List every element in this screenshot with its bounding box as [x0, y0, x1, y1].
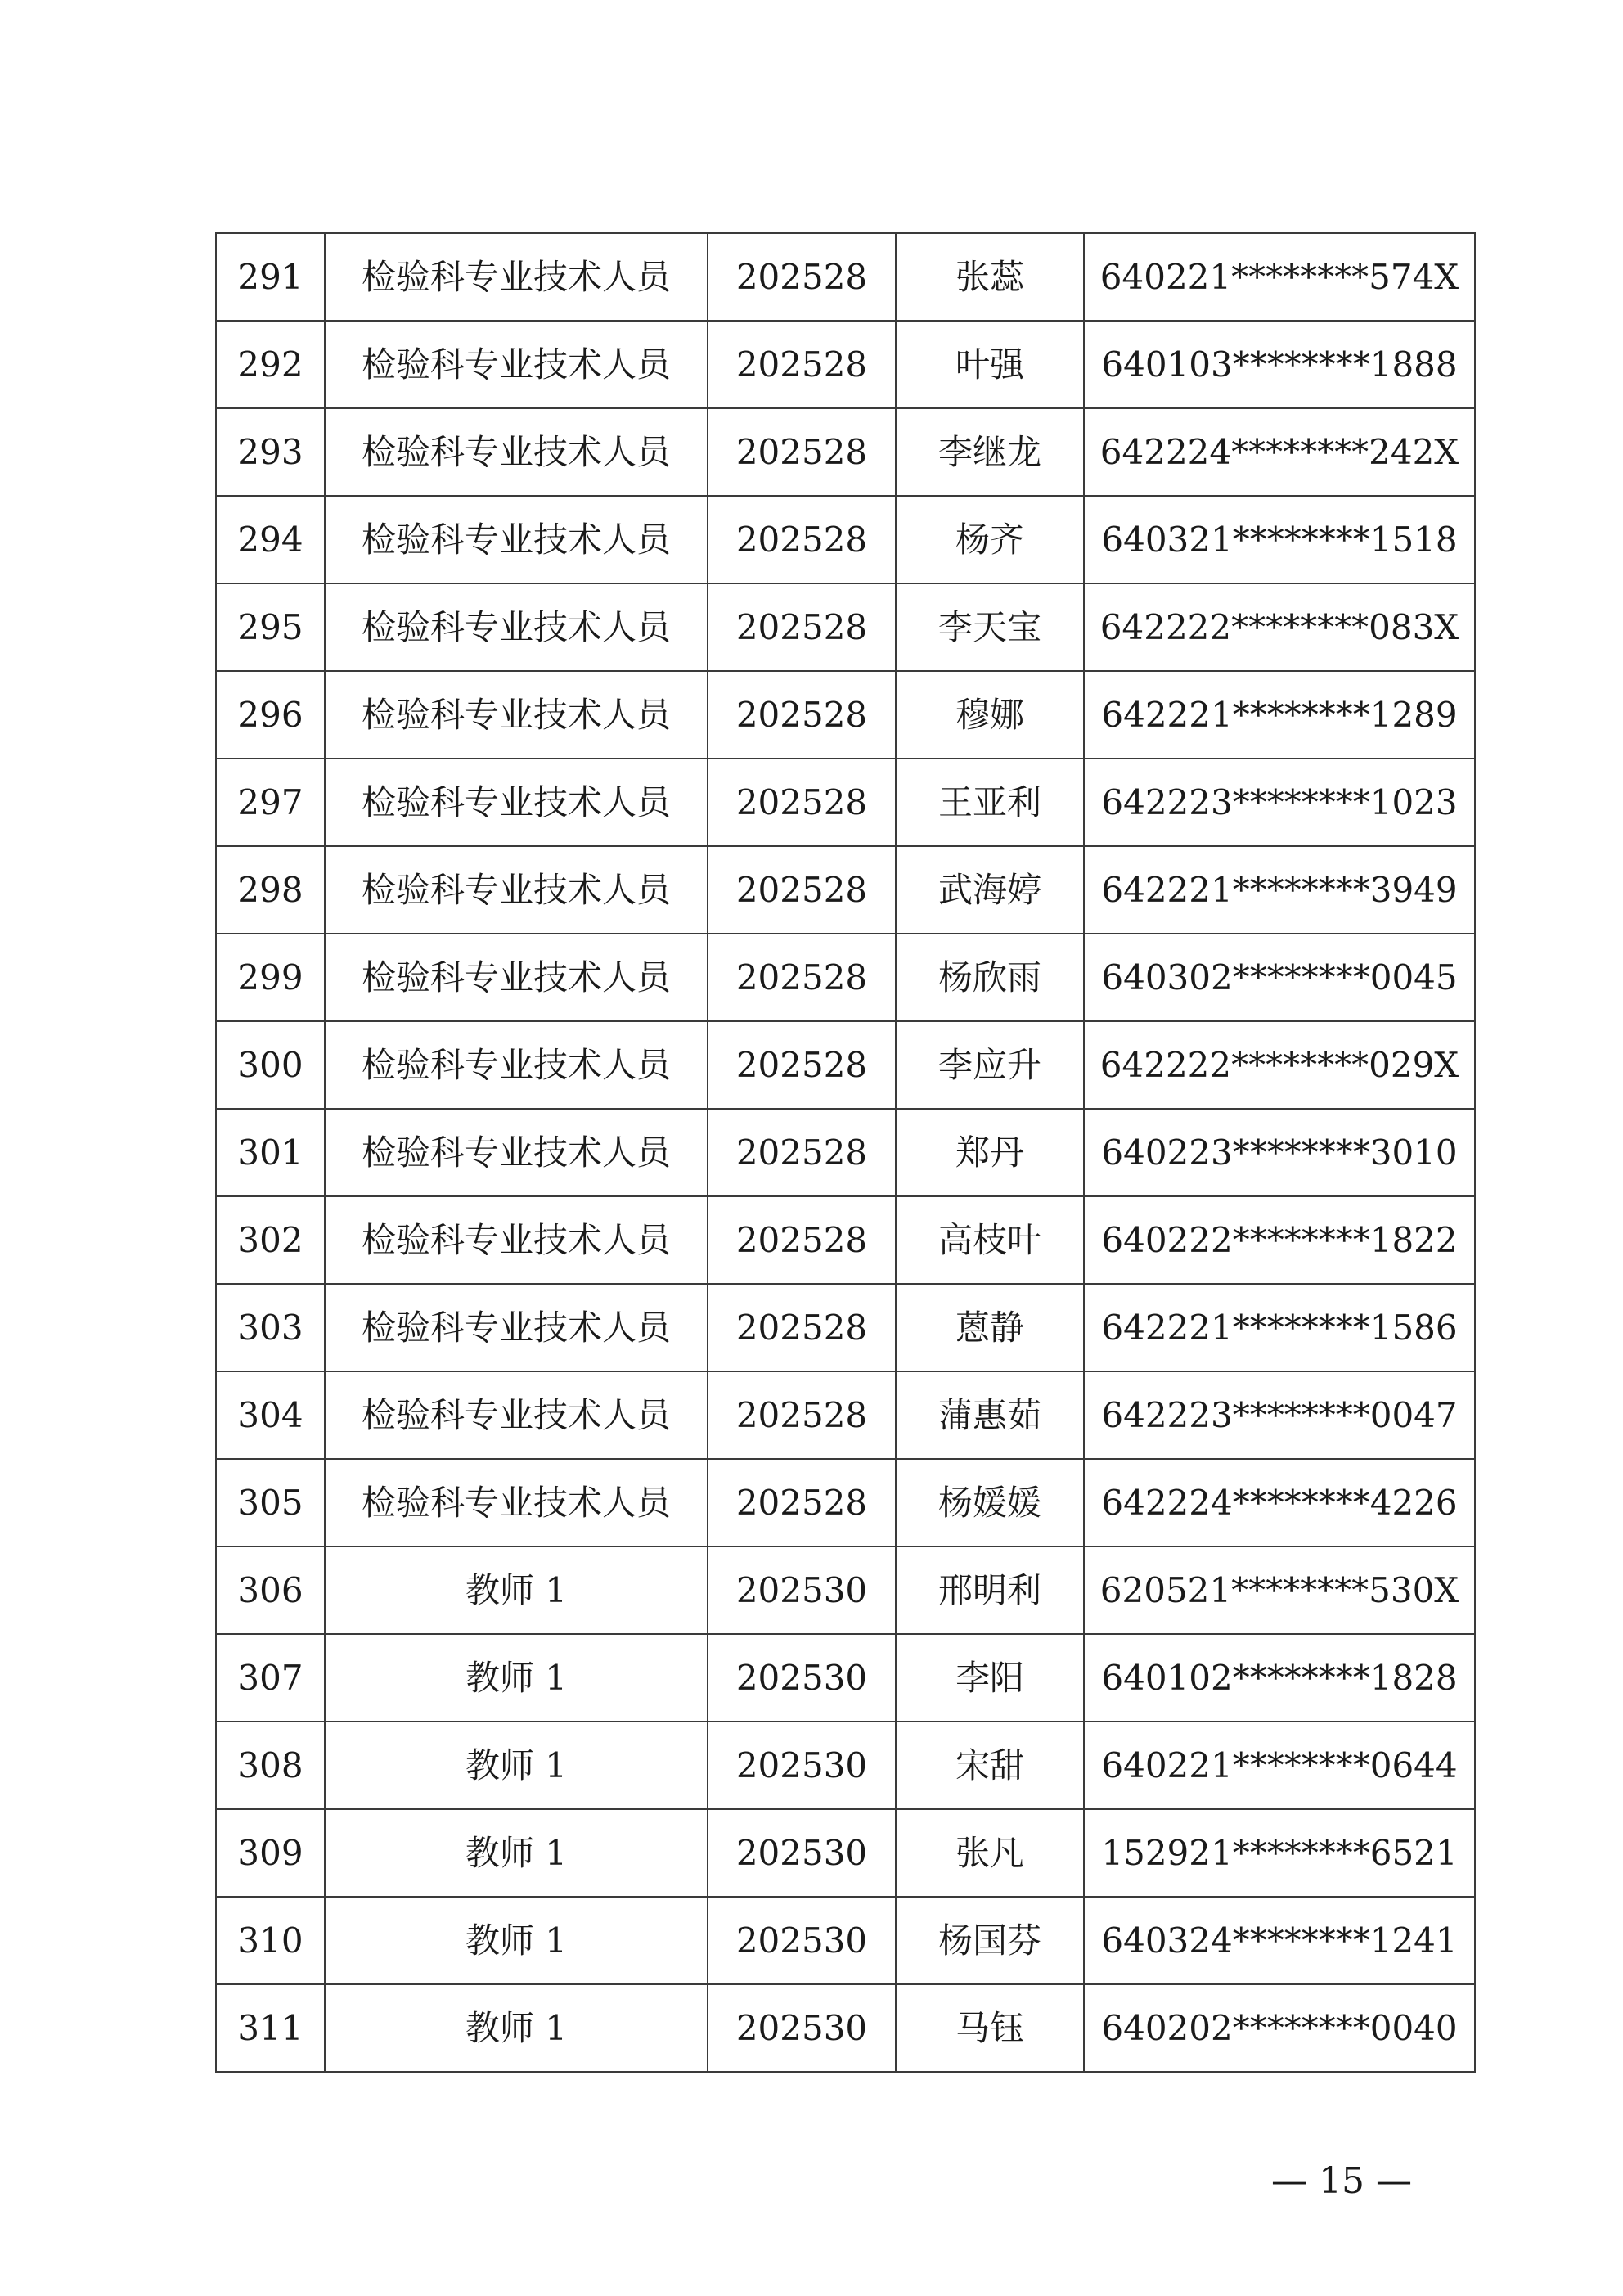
table-row [216, 1109, 1475, 1196]
table-row [216, 1984, 1475, 2072]
id-number-cell: 640302********0045 [1084, 934, 1475, 1021]
seq-cell: 303 [216, 1284, 325, 1371]
position-code-cell: 202530 [708, 1634, 896, 1722]
seq-cell: 302 [216, 1196, 325, 1284]
position-code-cell: 202528 [708, 671, 896, 759]
position-cell: 教师 1 [325, 1984, 708, 2072]
position-code-cell: 202530 [708, 1546, 896, 1634]
seq-cell: 294 [216, 496, 325, 583]
table-row [216, 1021, 1475, 1109]
position-code-cell: 202530 [708, 1984, 896, 2072]
seq-cell: 301 [216, 1109, 325, 1196]
seq-cell: 292 [216, 321, 325, 408]
position-cell: 检验科专业技术人员 [325, 934, 708, 1021]
table-row [216, 1546, 1475, 1634]
name-cell: 李应升 [896, 1021, 1084, 1109]
table-row [216, 1634, 1475, 1722]
position-code-cell: 202528 [708, 1021, 896, 1109]
position-cell: 检验科专业技术人员 [325, 583, 708, 671]
position-cell: 教师 1 [325, 1546, 708, 1634]
position-code-cell: 202528 [708, 1459, 896, 1546]
id-number-cell: 640103********1888 [1084, 321, 1475, 408]
table-row [216, 408, 1475, 496]
position-cell: 检验科专业技术人员 [325, 1284, 708, 1371]
seq-cell: 298 [216, 846, 325, 934]
position-code-cell: 202528 [708, 1284, 896, 1371]
seq-cell: 310 [216, 1897, 325, 1984]
seq-cell: 299 [216, 934, 325, 1021]
page-number: — 15 — [1271, 2160, 1412, 2202]
id-number-cell: 642222********083X [1084, 583, 1475, 671]
name-cell: 叶强 [896, 321, 1084, 408]
id-number-cell: 642224********4226 [1084, 1459, 1475, 1546]
table-row [216, 1196, 1475, 1284]
seq-cell: 307 [216, 1634, 325, 1722]
table-row [216, 1722, 1475, 1809]
id-number-cell: 642224********242X [1084, 408, 1475, 496]
name-cell: 杨欣雨 [896, 934, 1084, 1021]
position-code-cell: 202528 [708, 1371, 896, 1459]
name-cell: 王亚利 [896, 759, 1084, 846]
seq-cell: 293 [216, 408, 325, 496]
position-code-cell: 202528 [708, 934, 896, 1021]
position-code-cell: 202528 [708, 321, 896, 408]
roster-table [215, 232, 1476, 2073]
position-cell: 检验科专业技术人员 [325, 1459, 708, 1546]
id-number-cell: 642223********0047 [1084, 1371, 1475, 1459]
name-cell: 蒽静 [896, 1284, 1084, 1371]
seq-cell: 296 [216, 671, 325, 759]
position-code-cell: 202530 [708, 1809, 896, 1897]
position-cell: 检验科专业技术人员 [325, 496, 708, 583]
table-row [216, 496, 1475, 583]
position-cell: 检验科专业技术人员 [325, 846, 708, 934]
name-cell: 张蕊 [896, 233, 1084, 321]
seq-cell: 291 [216, 233, 325, 321]
name-cell: 邢明利 [896, 1546, 1084, 1634]
table-row [216, 1809, 1475, 1897]
id-number-cell: 642222********029X [1084, 1021, 1475, 1109]
id-number-cell: 640321********1518 [1084, 496, 1475, 583]
name-cell: 杨国芬 [896, 1897, 1084, 1984]
position-cell: 教师 1 [325, 1722, 708, 1809]
name-cell: 蒲惠茹 [896, 1371, 1084, 1459]
name-cell: 杨媛媛 [896, 1459, 1084, 1546]
position-code-cell: 202528 [708, 496, 896, 583]
id-number-cell: 642221********1289 [1084, 671, 1475, 759]
name-cell: 杨齐 [896, 496, 1084, 583]
position-code-cell: 202528 [708, 846, 896, 934]
position-cell: 检验科专业技术人员 [325, 408, 708, 496]
id-number-cell: 640324********1241 [1084, 1897, 1475, 1984]
position-code-cell: 202528 [708, 233, 896, 321]
id-number-cell: 640102********1828 [1084, 1634, 1475, 1722]
name-cell: 张凡 [896, 1809, 1084, 1897]
name-cell: 高枝叶 [896, 1196, 1084, 1284]
id-number-cell: 642221********1586 [1084, 1284, 1475, 1371]
table-row [216, 321, 1475, 408]
seq-cell: 304 [216, 1371, 325, 1459]
seq-cell: 297 [216, 759, 325, 846]
position-cell: 教师 1 [325, 1809, 708, 1897]
position-code-cell: 202528 [708, 408, 896, 496]
seq-cell: 308 [216, 1722, 325, 1809]
id-number-cell: 640221********574X [1084, 233, 1475, 321]
roster-table-body [216, 233, 1475, 2072]
position-cell: 检验科专业技术人员 [325, 233, 708, 321]
name-cell: 武海婷 [896, 846, 1084, 934]
position-cell: 检验科专业技术人员 [325, 1371, 708, 1459]
table-row [216, 583, 1475, 671]
table-row [216, 1284, 1475, 1371]
id-number-cell: 640223********3010 [1084, 1109, 1475, 1196]
position-code-cell: 202528 [708, 759, 896, 846]
seq-cell: 306 [216, 1546, 325, 1634]
position-cell: 教师 1 [325, 1634, 708, 1722]
position-code-cell: 202528 [708, 1109, 896, 1196]
position-cell: 检验科专业技术人员 [325, 759, 708, 846]
table-row [216, 671, 1475, 759]
position-cell: 检验科专业技术人员 [325, 321, 708, 408]
position-code-cell: 202530 [708, 1897, 896, 1984]
name-cell: 宋甜 [896, 1722, 1084, 1809]
position-cell: 检验科专业技术人员 [325, 1196, 708, 1284]
id-number-cell: 640202********0040 [1084, 1984, 1475, 2072]
table-row [216, 1371, 1475, 1459]
table-row [216, 846, 1475, 934]
seq-cell: 311 [216, 1984, 325, 2072]
table-row [216, 934, 1475, 1021]
seq-cell: 309 [216, 1809, 325, 1897]
seq-cell: 295 [216, 583, 325, 671]
name-cell: 李阳 [896, 1634, 1084, 1722]
seq-cell: 300 [216, 1021, 325, 1109]
name-cell: 马钰 [896, 1984, 1084, 2072]
name-cell: 李继龙 [896, 408, 1084, 496]
position-cell: 检验科专业技术人员 [325, 1021, 708, 1109]
id-number-cell: 620521********530X [1084, 1546, 1475, 1634]
id-number-cell: 642221********3949 [1084, 846, 1475, 934]
position-cell: 教师 1 [325, 1897, 708, 1984]
name-cell: 李天宝 [896, 583, 1084, 671]
table-row [216, 759, 1475, 846]
table-row [216, 1897, 1475, 1984]
id-number-cell: 640222********1822 [1084, 1196, 1475, 1284]
seq-cell: 305 [216, 1459, 325, 1546]
name-cell: 郑丹 [896, 1109, 1084, 1196]
name-cell: 穆娜 [896, 671, 1084, 759]
table-row [216, 233, 1475, 321]
id-number-cell: 152921********6521 [1084, 1809, 1475, 1897]
position-code-cell: 202530 [708, 1722, 896, 1809]
position-code-cell: 202528 [708, 1196, 896, 1284]
table-row [216, 1459, 1475, 1546]
position-code-cell: 202528 [708, 583, 896, 671]
id-number-cell: 642223********1023 [1084, 759, 1475, 846]
id-number-cell: 640221********0644 [1084, 1722, 1475, 1809]
position-cell: 检验科专业技术人员 [325, 671, 708, 759]
position-cell: 检验科专业技术人员 [325, 1109, 708, 1196]
